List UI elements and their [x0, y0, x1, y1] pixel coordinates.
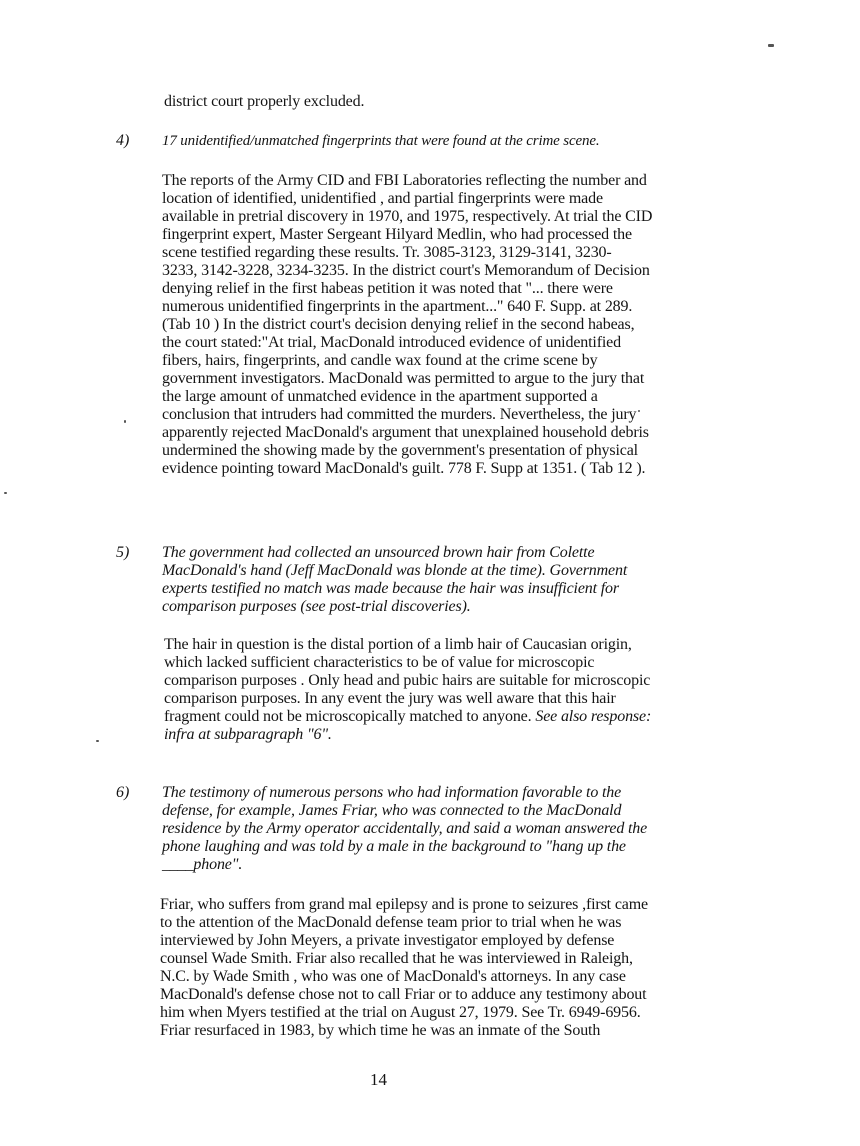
- item-number: 4): [116, 132, 130, 149]
- body-line: The hair in question is the distal portion of a limb hair of Caucasian origin,: [164, 636, 632, 653]
- see-also-text: See also response:: [535, 708, 652, 725]
- body-line: location of identified, unidentified , and partial fingerprints were made: [162, 190, 603, 207]
- scan-speck: [124, 420, 126, 423]
- heading-line: phone laughing and was told by a male in the background to "hang up the: [162, 838, 626, 855]
- body-line: apparently rejected MacDonald's argument that unexplained household debris: [162, 424, 649, 441]
- body-line: available in pretrial discovery in 1970, and 1975, respectively. At trial the CID: [162, 208, 653, 225]
- body-line: infra at subparagraph "6".: [164, 726, 332, 743]
- heading-line: residence by the Army operator accidentally, and said a woman answered the: [162, 820, 648, 837]
- scan-speck: [4, 492, 7, 494]
- body-line: [164, 708, 651, 726]
- heading-line: The testimony of numerous persons who had information favorable to the: [162, 784, 622, 801]
- body-line: MacDonald's defense chose not to call Friar or to adduce any testimony about: [160, 986, 647, 1003]
- heading-line: experts testified no match was made because the hair was insufficient for: [162, 580, 619, 597]
- body-line: comparison purposes. In any event the jury was well aware that this hair: [164, 690, 616, 707]
- body-line: government investigators. MacDonald was permitted to argue to the jury that: [162, 370, 645, 387]
- heading-line: defense, for example, James Friar, who was connected to the MacDonald: [162, 802, 622, 819]
- lead-line: district court properly excluded.: [164, 93, 365, 110]
- body-line: numerous unidentified fingerprints in the apartment..." 640 F. Supp. at 289.: [162, 298, 633, 315]
- body-line: the court stated:"At trial, MacDonald introduced evidence of unidentified: [162, 334, 621, 351]
- heading-line: MacDonald's hand (Jeff MacDonald was blonde at the time). Government: [162, 562, 628, 579]
- body-line: evidence pointing toward MacDonald's guilt. 778 F. Supp at 1351. ( Tab 12 ).: [162, 460, 646, 477]
- body-line: fibers, hairs, fingerprints, and candle wax found at the crime scene by: [162, 352, 598, 369]
- body-line: counsel Wade Smith. Friar also recalled that he was interviewed in Raleigh,: [160, 950, 633, 967]
- item-number: 5): [116, 544, 130, 561]
- body-line: undermined the showing made by the government's presentation of physical: [162, 442, 638, 459]
- body-line: The reports of the Army CID and FBI Laboratories reflecting the number and: [162, 172, 647, 189]
- body-line: interviewed by John Meyers, a private investigator employed by defense: [160, 932, 615, 949]
- item-number: 6): [116, 784, 130, 801]
- scan-speck: [638, 410, 640, 412]
- body-line: denying relief in the first habeas petition it was noted that "... there were: [162, 280, 613, 297]
- body-line: 3233, 3142-3228, 3234-3235. In the district court's Memorandum of Decision: [162, 262, 650, 279]
- body-line: fingerprint expert, Master Sergeant Hilyard Medlin, who had processed the: [162, 226, 632, 243]
- heading-line: comparison purposes (see post-trial discoveries).: [162, 598, 471, 615]
- body-line: (Tab 10 ) In the district court's decision denying relief in the second habeas,: [162, 316, 635, 333]
- body-line: the large amount of unmatched evidence in the apartment supported a: [162, 388, 598, 405]
- scan-speck: [96, 740, 99, 742]
- heading-line: ____phone".: [162, 856, 243, 873]
- body-line: N.C. by Wade Smith , who was one of MacDonald's attorneys. In any case: [160, 968, 626, 985]
- body-line: conclusion that intruders had committed the murders. Nevertheless, the jury: [162, 406, 637, 423]
- scan-speck: [768, 44, 774, 47]
- body-line: Friar, who suffers from grand mal epilepsy and is prone to seizures ,first came: [160, 896, 648, 913]
- body-line: him when Myers testified at the trial on August 27, 1979. See Tr. 6949-6956.: [160, 1004, 641, 1021]
- body-line: scene testified regarding these results. Tr. 3085-3123, 3129-3141, 3230-: [162, 244, 612, 261]
- body-text: fragment could not be microscopically matched to anyone.: [164, 708, 532, 725]
- body-line: comparison purposes . Only head and pubic hairs are suitable for microscopic: [164, 672, 651, 689]
- body-line: to the attention of the MacDonald defense team prior to trial when he was: [160, 914, 622, 931]
- page-number: 14: [370, 1070, 387, 1089]
- body-line: Friar resurfaced in 1983, by which time he was an inmate of the South: [160, 1022, 601, 1039]
- body-line: which lacked sufficient characteristics to be of value for microscopic: [164, 654, 595, 671]
- item-heading-line: 17 unidentified/unmatched fingerprints that were found at the crime scene.: [162, 133, 600, 149]
- heading-line: The government had collected an unsourced brown hair from Colette: [162, 544, 595, 561]
